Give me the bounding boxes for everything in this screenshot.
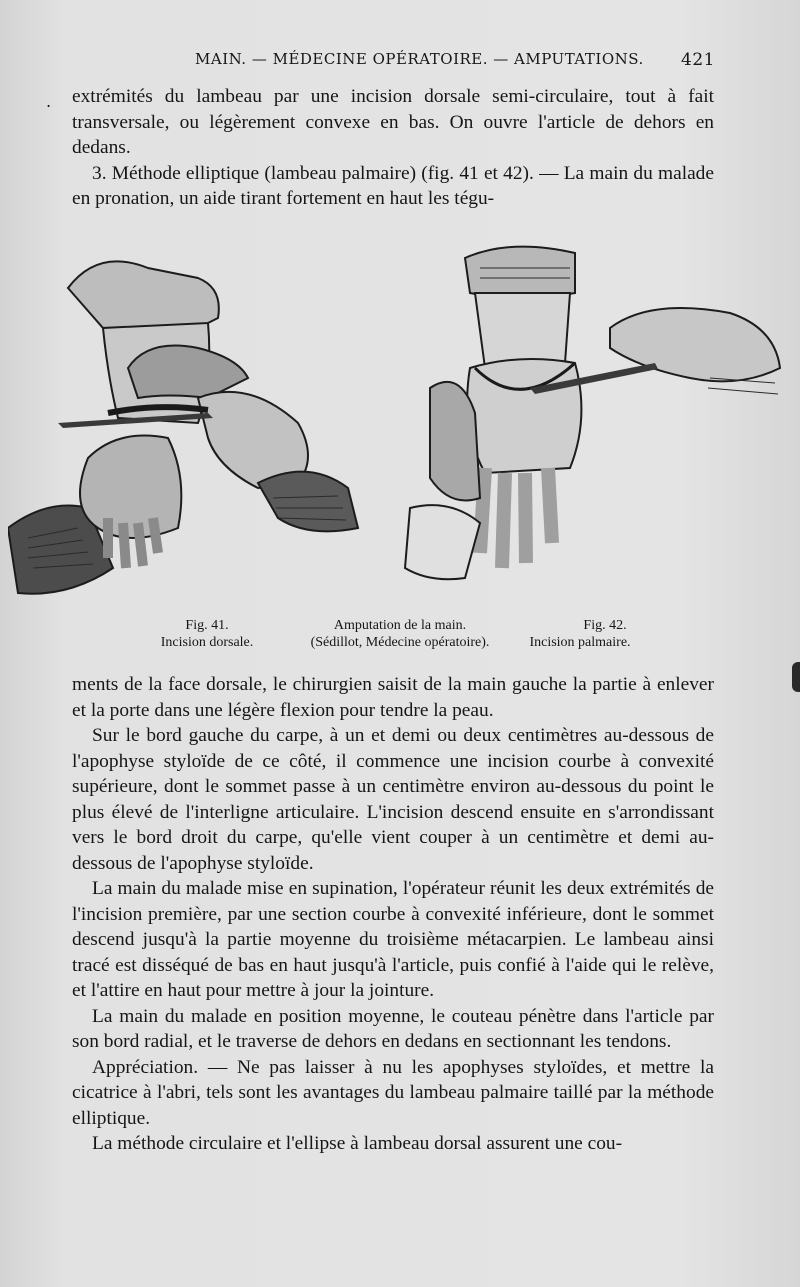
page-number: 421 xyxy=(681,50,715,70)
paragraph: La main du malade mise en supination, l'opérateur réunit les deux extrémités de l'incision première, par une section courbe à convexité inférieure, dont le sommet descend jusqu'à la partie moyenne du troisième métacarpien. Le lambeau ainsi tracé est disséqué de bas en haut jusqu'à l'article, puis confié à l'aide qui le relève, et l'attire en haut pour mettre à jour la jointure. xyxy=(72,878,714,1001)
page-edge-mark xyxy=(792,662,800,692)
paragraph: Appréciation. — Ne pas laisser à nu les apophyses styloïdes, et mettre la cicatrice à l'abri, tels sont les avantages du lambeau palmaire taillé par la méthode elliptique. xyxy=(72,1056,714,1129)
margin-mark: . xyxy=(46,92,52,111)
paragraph: extrémités du lambeau par une incision dorsale semi-circulaire, tout à fait transversale, ou légèrement convexe en bas. On ouvre l'article de dehors en dedans. xyxy=(72,86,714,158)
fig42-illustration xyxy=(390,238,790,598)
paragraph: ments de la face dorsale, le chirurgien saisit de la main gauche la partie à enlever et la porte dans une légère flexion pour tendre la peau. xyxy=(72,674,714,721)
figure-caption-line2: (Sédillot, Médecine opératoire). xyxy=(310,635,490,650)
fig42-caption: Incision palmaire. xyxy=(529,635,631,650)
fig41-illustration xyxy=(8,228,368,603)
fig42-label: Fig. 42. xyxy=(583,618,627,633)
fig41-caption: Incision dorsale. xyxy=(160,635,254,650)
paragraph: 3. Méthode elliptique (lambeau palmaire) (fig. 41 et 42). — La main du malade en pronation, un aide tirant fortement en haut les tégu- xyxy=(72,162,714,209)
fig41-label: Fig. 41. xyxy=(185,618,229,633)
running-header xyxy=(195,50,715,74)
figure-caption-line1: Amputation de la main. xyxy=(333,618,467,633)
bottom-text xyxy=(72,672,714,1157)
running-title: MAIN. — MÉDECINE OPÉRATOIRE. — AMPUTATIONS. xyxy=(195,50,644,68)
paragraph: La main du malade en position moyenne, le couteau pénètre dans l'article par son bord radial, et le traverse de dehors en dedans en sectionnant les tendons. xyxy=(72,1005,714,1052)
paragraph: Sur le bord gauche du carpe, à un et demi ou deux centimètres au-dessous de l'apophyse styloïde de ce côté, il commence une incision courbe à convexité supérieure, dont le sommet passe à un centimètre environ au-dessous du point le plus élevé de l'interligne articulaire. L'incision descend ensuite en s'arrondissant vers le bord droit du carpe, qu'elle vient couper à un centimètre et demi au-dessous de l'apophyse styloïde. xyxy=(72,725,714,874)
figures-area xyxy=(0,228,800,608)
top-text xyxy=(72,84,714,212)
paragraph: La méthode circulaire et l'ellipse à lambeau dorsal assurent une cou- xyxy=(92,1133,623,1154)
